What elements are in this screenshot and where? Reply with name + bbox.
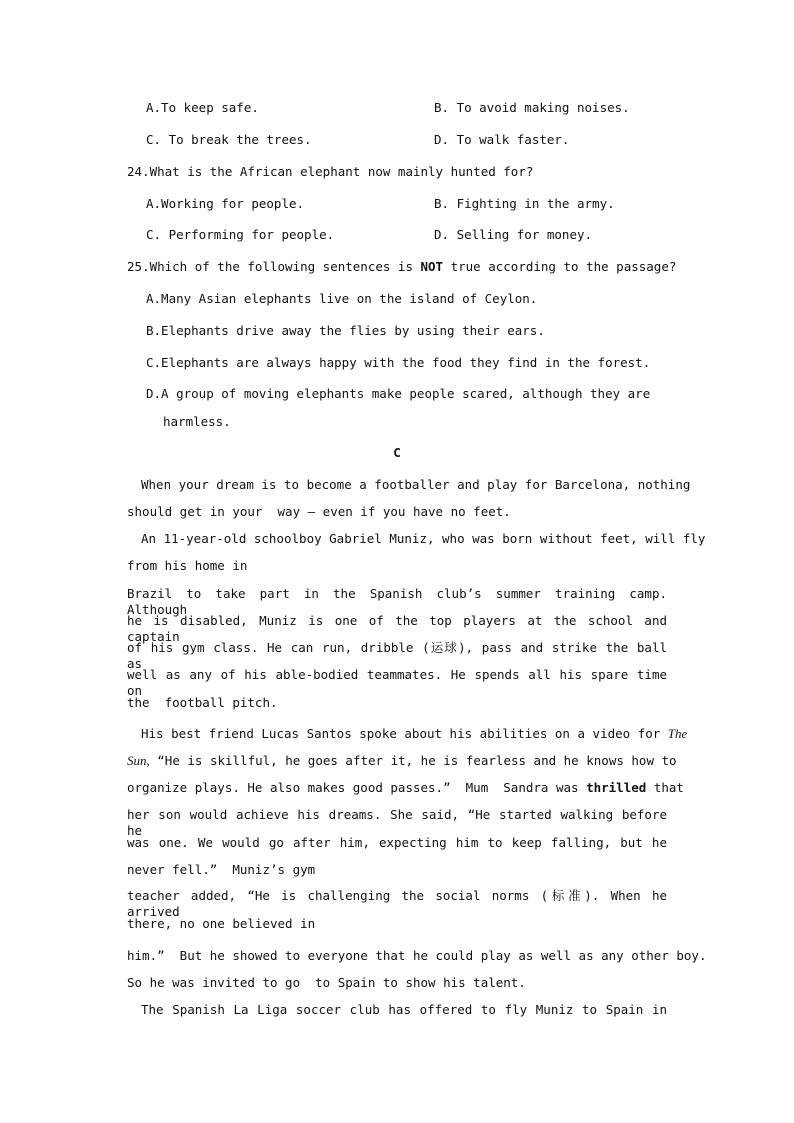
- q24-option-c: C. Performing for people.: [146, 227, 335, 242]
- passage-p5-line1: teacher added, “He is challenging the social norms (标准). When he arrived: [127, 888, 667, 919]
- q25-stem-not: NOT: [420, 259, 444, 274]
- passage-p3-line1: Brazil to take part in the Spanish club’s summer training camp. Although: [127, 586, 667, 617]
- passage-p4-line4: her son would achieve his dreams. She said, “He started walking before he: [127, 807, 667, 838]
- q25-stem: [127, 259, 676, 275]
- q23-option-b: B. To avoid making noises.: [434, 100, 630, 115]
- passage-p3-line5: the football pitch.: [127, 695, 278, 710]
- passage-p6-line2: So he was invited to go to Spain to show his talent.: [127, 975, 526, 990]
- q23-option-d: D. To walk faster.: [434, 132, 570, 147]
- passage-p3-line4: well as any of his able-bodied teammates. He spends all his spare time on: [127, 667, 667, 698]
- q25-stem-post: true according to the passage?: [443, 259, 677, 274]
- q25-option-b: B.Elephants drive away the flies by using their ears.: [146, 323, 545, 338]
- passage-p5-line2: there, no one believed in: [127, 916, 316, 931]
- passage-p6-line1: him.” But he showed to everyone that he could play as well as any other boy.: [127, 948, 707, 963]
- passage-p1-line1: When your dream is to become a footballer and play for Barcelona, nothing: [141, 477, 691, 492]
- q23-option-c: C. To break the trees.: [146, 132, 312, 147]
- passage-p2-line2: from his home in: [127, 558, 248, 573]
- q24-option-b: B. Fighting in the army.: [434, 196, 615, 211]
- section-c-heading: C: [393, 445, 401, 460]
- q24-option-a: A.Working for people.: [146, 196, 305, 211]
- passage-p4-line1-text: His best friend Lucas Santos spoke about his abilities on a video for: [141, 726, 668, 741]
- passage-p7-line1: The Spanish La Liga soccer club has offered to fly Muniz to Spain in: [141, 1002, 667, 1017]
- passage-p4-line3-text: organize plays. He also makes good passes.” Mum Sandra was: [127, 780, 579, 795]
- passage-p3-line3: of his gym class. He can run, dribble (运球), pass and strike the ball as: [127, 640, 667, 671]
- passage-p2-line1: An 11-year-old schoolboy Gabriel Muniz, who was born without feet, will fly: [141, 531, 706, 546]
- passage-p4-line6: never fell.” Muniz’s gym: [127, 862, 316, 877]
- q23-option-a: A.To keep safe.: [146, 100, 259, 115]
- passage-p4-line1: [141, 726, 687, 742]
- q25-option-c: C.Elephants are always happy with the food they find in the forest.: [146, 355, 651, 370]
- passage-p4-line3: [127, 780, 684, 796]
- passage-p3-line2: he is disabled, Muniz is one of the top players at the school and captain: [127, 613, 667, 644]
- passage-p4-line2: [127, 753, 677, 769]
- thrilled-bold-word: thrilled: [586, 780, 647, 795]
- q25-option-d-line2: harmless.: [163, 414, 231, 429]
- newspaper-title-the: The: [667, 726, 688, 741]
- q25-stem-pre: 25.Which of the following sentences is: [127, 259, 421, 274]
- passage-p4-line2-text: “He is skillful, he goes after it, he is fearless and he knows how to: [149, 753, 677, 768]
- passage-p4-line3-end: that: [653, 780, 684, 795]
- passage-p1-line2: should get in your way — even if you have no feet.: [127, 504, 511, 519]
- passage-p4-line5: was one. We would go after him, expecting him to keep falling, but he: [127, 835, 667, 850]
- q25-option-a: A.Many Asian elephants live on the island of Ceylon.: [146, 291, 538, 306]
- q24-option-d: D. Selling for money.: [434, 227, 593, 242]
- q25-option-d-line1: D.A group of moving elephants make people scared, although they are: [146, 386, 651, 401]
- newspaper-title-sun: Sun,: [127, 753, 150, 768]
- q24-stem: 24.What is the African elephant now mainly hunted for?: [127, 164, 534, 179]
